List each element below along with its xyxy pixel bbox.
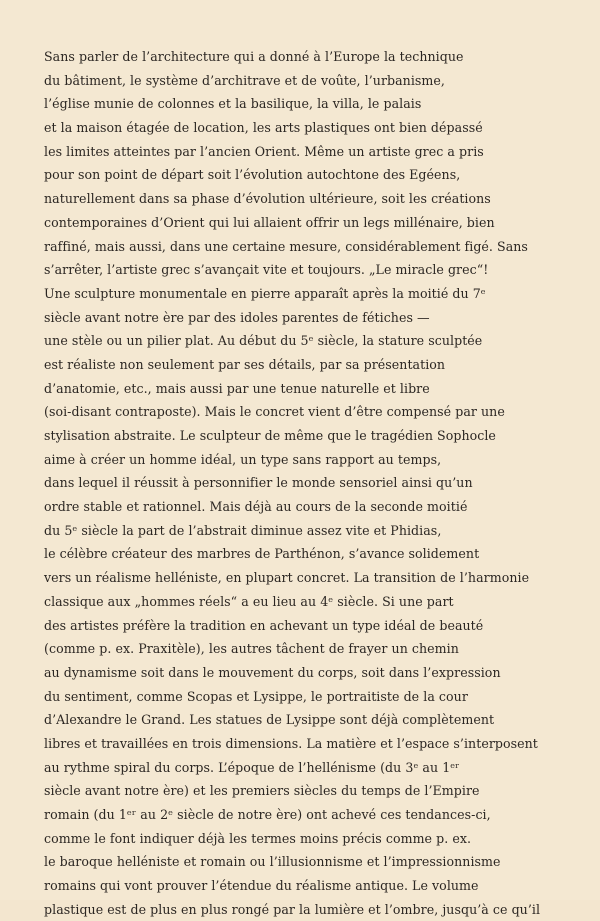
text-line: comme le font indiquer déjà les termes moins précis comme p. ex.	[44, 830, 472, 846]
text-line: le baroque helléniste et romain ou l’illusionnisme et l’impressionnisme	[44, 854, 501, 870]
text-line: romain (du 1ᵉʳ au 2ᵉ siècle de notre ère) ont achevé ces tendances-ci,	[44, 807, 491, 822]
text-line: au rythme spiral du corps. L’époque de l’hellénisme (du 3ᵉ au 1ᵉʳ	[44, 759, 460, 775]
text-line: une stèle ou un pilier plat. Au début du 5ᵉ siècle, la stature sculptée	[44, 333, 483, 349]
text-line: du sentiment, comme Scopas et Lysippe, le portraitiste de la cour	[44, 688, 468, 704]
text-line: raffiné, mais aussi, dans une certaine mesure, considérablement figé. Sans	[44, 238, 528, 254]
text-line: le célèbre créateur des marbres de Parthénon, s’avance solidement	[44, 546, 480, 562]
text-line: (soi-disant contraposte). Mais le concret vient d’être compensé par une	[44, 404, 505, 420]
text-line: l’église munie de colonnes et la basilique, la villa, le palais	[44, 96, 422, 112]
text-line: vers un réalisme helléniste, en plupart concret. La transition de l’harmonie	[44, 570, 530, 586]
text-line: d’anatomie, etc., mais aussi par une tenue naturelle et libre	[44, 380, 430, 396]
text-line: pour son point de départ soit l’évolution autochtone des Egéens,	[44, 167, 461, 183]
text-line: du 5ᵉ siècle la part de l’abstrait diminue assez vite et Phidias,	[44, 522, 442, 538]
text-line: naturellement dans sa phase d’évolution ultérieure, soit les créations	[44, 191, 491, 207]
text-line: Sans parler de l’architecture qui a donné à l’Europe la technique	[44, 49, 464, 64]
text-line: (comme p. ex. Praxitèle), les autres tâchent de frayer un chemin	[44, 641, 459, 657]
text-line: classique aux „hommes réels“ a eu lieu au 4ᵉ siècle. Si une part	[44, 593, 454, 609]
text-line: les limites atteintes par l’ancien Orient. Même un artiste grec a pris	[44, 143, 484, 159]
text-line: romains qui vont prouver l’étendue du réalisme antique. Le volume	[44, 878, 479, 894]
text-line: s’arrêter, l’artiste grec s’avançait vite et toujours. „Le miracle grec“!	[44, 262, 489, 278]
text-line: dans lequel il réussit à personnifier le monde sensoriel ainsi qu’un	[44, 475, 473, 491]
text-line: siècle avant notre ère par des idoles parentes de fétiches —	[44, 309, 430, 325]
text-line: au dynamisme soit dans le mouvement du corps, soit dans l’expression	[44, 664, 501, 680]
text-line: et la maison étagée de location, les arts plastiques ont bien dépassé	[44, 120, 483, 136]
text-line: des artistes préfère la tradition en achevant un type idéal de beauté	[44, 617, 484, 633]
text-line: plastique est de plus en plus rongé par la lumière et l’ombre, jusqu’à ce qu’il	[44, 901, 541, 917]
text-line: siècle avant notre ère) et les premiers siècles du temps de l’Empire	[44, 783, 480, 799]
text-line: Une sculpture monumentale en pierre apparaît après la moitié du 7ᵉ	[44, 285, 486, 301]
text-line: libres et travaillées en trois dimensions. La matière et l’espace s’interposent	[44, 735, 538, 751]
text-line: stylisation abstraite. Le sculpteur de même que le tragédien Sophocle	[44, 428, 496, 443]
body-text	[44, 45, 584, 921]
text-line: contemporaines d’Orient qui lui allaient offrir un legs millénaire, bien	[44, 214, 495, 230]
text-line: est réaliste non seulement par ses détails, par sa présentation	[44, 356, 446, 372]
text-line: ordre stable et rationnel. Mais déjà au cours de la seconde moitié	[44, 499, 468, 515]
text-line: aime à créer un homme idéal, un type sans rapport au temps,	[44, 451, 442, 467]
text-line: d’Alexandre le Grand. Les statues de Lysippe sont déjà complètement	[44, 712, 495, 728]
text-line: du bâtiment, le système d’architrave et de voûte, l’urbanisme,	[44, 72, 445, 88]
